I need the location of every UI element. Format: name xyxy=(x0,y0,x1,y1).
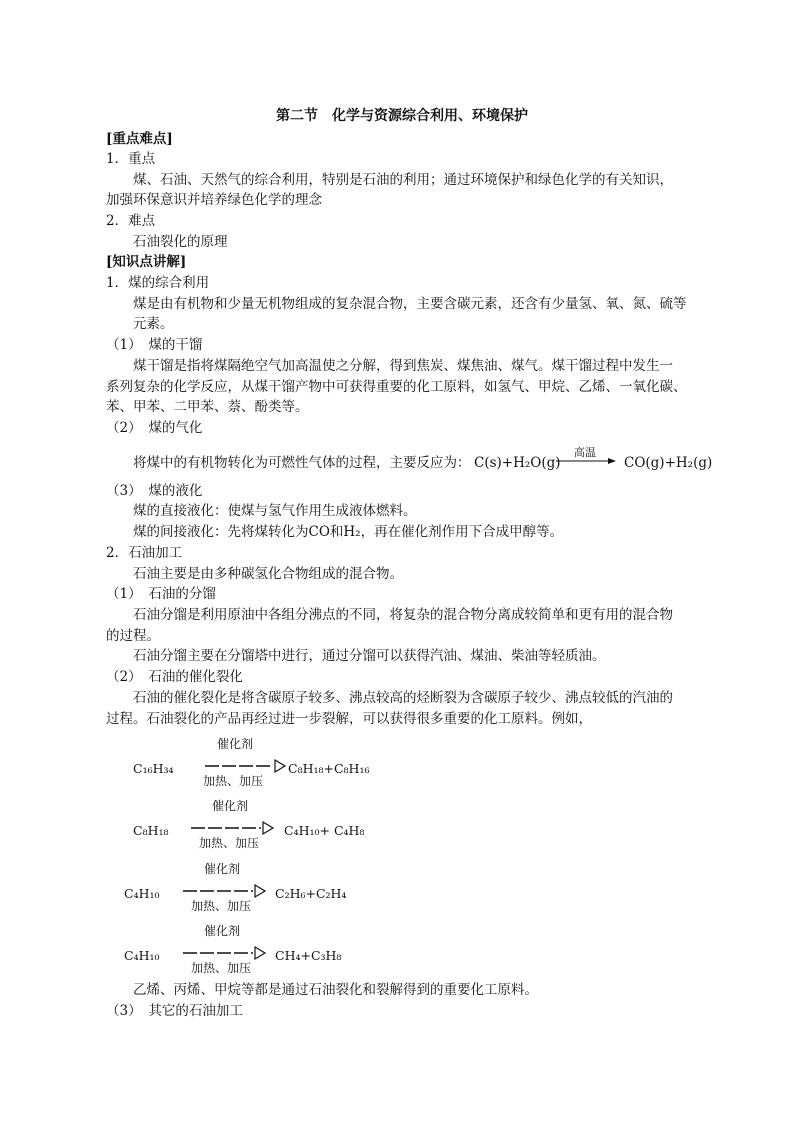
gasification-arrow xyxy=(556,443,616,473)
heading-petroleum: 2．石油加工 xyxy=(106,545,183,561)
reaction-reactant: C₈H₁₈ xyxy=(133,823,169,838)
reaction-condition: 高温 xyxy=(574,446,596,459)
reaction-products: C₄H₁₀+ C₄H₈ xyxy=(284,823,365,838)
paragraph: 石油分馏主要在分馏塔中进行，通过分馏可以获得汽油、煤油、柴油等轻质油。 xyxy=(133,648,606,664)
catalyst-label: 催化剂 xyxy=(204,924,241,938)
reaction-arrow xyxy=(175,924,271,974)
condition-label: 加热、加压 xyxy=(199,836,260,850)
page-title: 第二节 化学与资源综合利用、环境保护 xyxy=(276,108,528,124)
paragraph: 煤、石油、天然气的综合利用，特别是石油的利用；通过环境保护和绿色化学的有关知识， xyxy=(133,172,673,188)
subheading-catalytic-cracking: （2） 石油的催化裂化 xyxy=(106,669,243,685)
paragraph: 煤干馏是指将煤隔绝空气加高温使之分解，得到焦炭、煤焦油、煤气。煤干馏过程中发生一 xyxy=(133,358,673,374)
paragraph: 加强环保意识并培养绿色化学的理念 xyxy=(106,192,322,208)
catalyst-label: 催化剂 xyxy=(212,799,249,813)
gasification-reactants: C(s)+H₂O(g) xyxy=(474,455,561,471)
condition-label: 加热、加压 xyxy=(191,961,252,975)
reaction-arrow xyxy=(183,799,279,849)
reaction-products: C₈H₁₈+C₈H₁₆ xyxy=(288,761,370,776)
paragraph: 石油分馏是利用原油中各组分沸点的不同，将复杂的混合物分离成较简单和更有用的混合物 xyxy=(133,607,673,623)
reaction-reactant: C₄H₁₀ xyxy=(124,948,160,963)
paragraph: 煤的直接液化：使煤与氢气作用生成液体燃料。 xyxy=(133,503,417,519)
arrow-icon xyxy=(556,443,616,473)
heading-difficult-point: 2．难点 xyxy=(106,213,156,229)
condition-label: 加热、加压 xyxy=(203,774,264,788)
subheading-coal-liquefaction: （3） 煤的液化 xyxy=(106,483,203,499)
reaction-reactant: C₄H₁₀ xyxy=(124,886,160,901)
reaction-arrow xyxy=(175,862,271,912)
paragraph: 石油裂化的原理 xyxy=(133,234,228,250)
paragraph: 石油的催化裂化是将含碳原子较多、沸点较高的烃断裂为含碳原子较少、沸点较低的汽油的 xyxy=(133,690,673,706)
paragraph: 乙烯、丙烯、甲烷等都是通过石油裂化和裂解得到的重要化工原料。 xyxy=(133,982,538,998)
paragraph: 的过程。 xyxy=(106,628,160,644)
paragraph: 石油主要是由多种碳氢化合物组成的混合物。 xyxy=(133,566,403,582)
gasification-products: CO(g)+H₂(g) xyxy=(624,455,713,471)
subheading-coal-gasification: （2） 煤的气化 xyxy=(106,420,203,436)
reaction-arrow xyxy=(193,737,289,787)
reaction-products: C₂H₆+C₂H₄ xyxy=(275,886,347,901)
reaction-products: CH₄+C₃H₈ xyxy=(275,948,342,963)
reaction-reactant: C₁₆H₃₄ xyxy=(133,761,174,776)
paragraph: 苯、甲苯、二甲苯、萘、酚类等。 xyxy=(106,399,309,415)
subheading-other-processing: （3） 其它的石油加工 xyxy=(106,1003,243,1019)
catalyst-label: 催化剂 xyxy=(204,862,241,876)
subheading-coal-distillation: （1） 煤的干馏 xyxy=(106,337,203,353)
section-heading-knowledge: [知识点讲解] xyxy=(106,254,187,270)
paragraph: 煤是由有机物和少量无机物组成的复杂混合物，主要含碳元素，还含有少量氢、氧、氮、硫等 xyxy=(133,296,687,312)
paragraph: 将煤中的有机物转化为可燃性气体的过程，主要反应为： xyxy=(133,455,471,471)
condition-label: 加热、加压 xyxy=(191,899,252,913)
heading-coal: 1．煤的综合利用 xyxy=(106,275,210,291)
paragraph: 过程。石油裂化的产品再经过进一步裂解，可以获得很多重要的化工原料。例如， xyxy=(106,711,592,727)
paragraph: 煤的间接液化：先将煤转化为CO和H₂，再在催化剂作用下合成甲醇等。 xyxy=(133,524,564,540)
catalyst-label: 催化剂 xyxy=(217,737,254,751)
paragraph: 元素。 xyxy=(133,316,174,332)
subheading-fractional-distillation: （1） 石油的分馏 xyxy=(106,586,216,602)
paragraph: 系列复杂的化学反应，从煤干馏产物中可获得重要的化工原料，如氢气、甲烷、乙烯、一氧化碳、 xyxy=(106,379,687,395)
section-heading-key: [重点难点] xyxy=(106,131,173,147)
heading-key-point: 1．重点 xyxy=(106,151,156,167)
